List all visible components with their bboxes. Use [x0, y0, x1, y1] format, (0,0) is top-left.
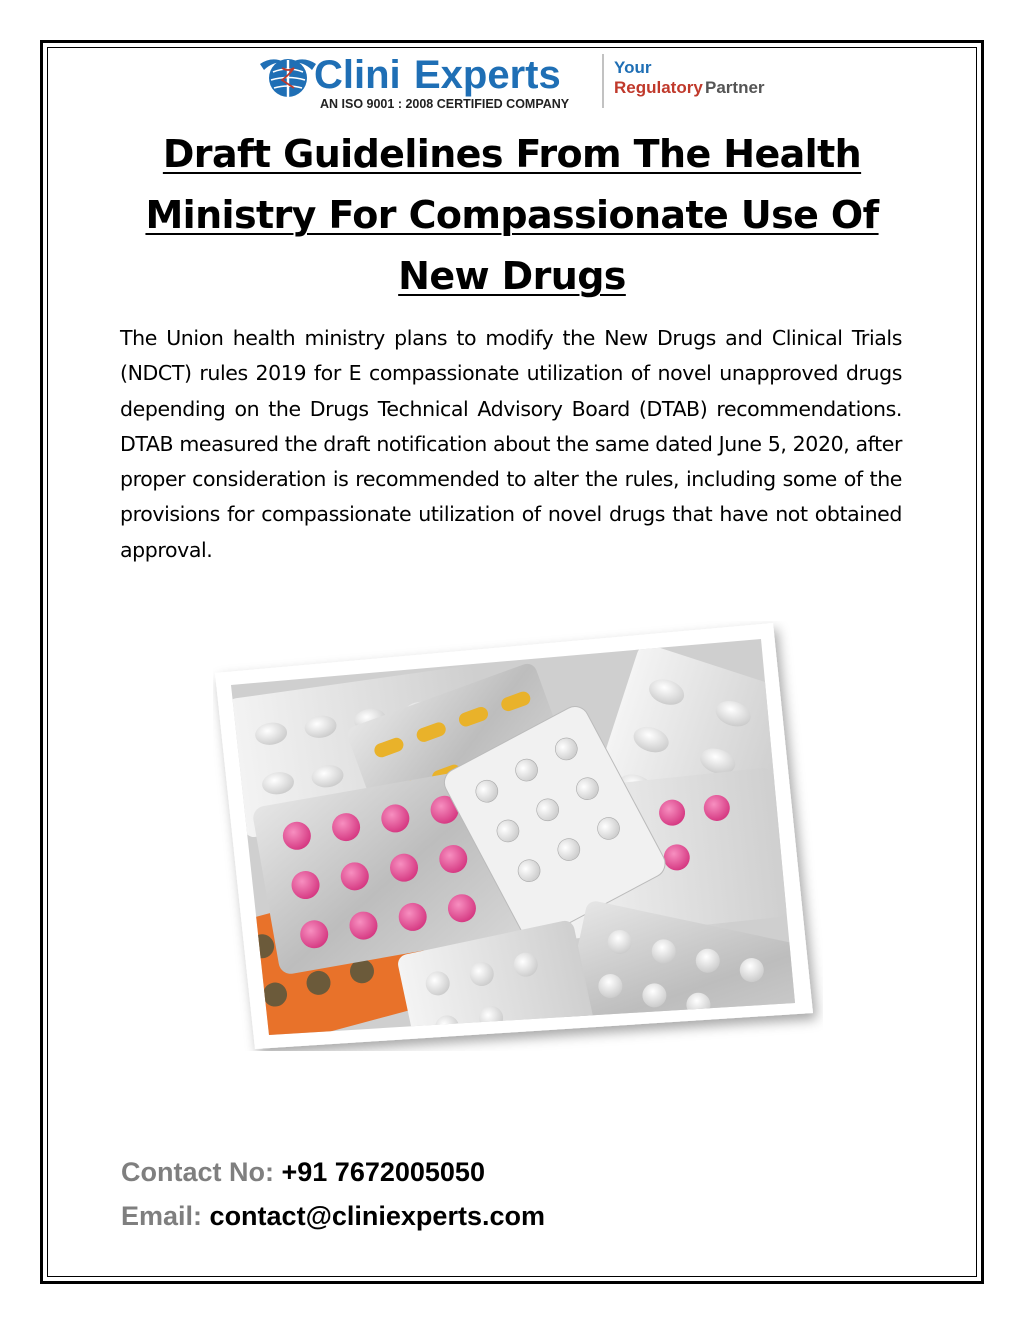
title-line-3: New Drugs: [398, 254, 626, 298]
title-line-1: Draft Guidelines From The Health: [162, 132, 862, 176]
logo-brand-experts: Experts: [414, 53, 561, 97]
logo-brand-clini: Clini: [314, 53, 401, 97]
caduceus-globe-icon: [260, 59, 316, 100]
pills-photo: [213, 621, 823, 1051]
title-line-2: Ministry For Compassionate Use Of: [145, 193, 879, 237]
page-title: [120, 124, 904, 307]
logo-tagline-partner: Partner: [705, 78, 765, 97]
contact-phone: [121, 1152, 485, 1192]
article-body: The Union health ministry plans to modify the New Drugs and Clinical Trials (NDCT) rules 2019 for E compassionate utilization of novel unapproved drugs depending on the Drugs Technical Advisory Board (DTAB) recommendations. DTAB measured the draft notification about the same dated June 5, 2020, after proper consideration is recommended to alter the rules, including some of the provisions for compassionate utilization of novel drugs that have not obtained approval.: [120, 326, 902, 562]
logo-certification: AN ISO 9001 : 2008 CERTIFIED COMPANY: [320, 97, 570, 111]
email-label: Email:: [121, 1201, 203, 1231]
company-logo: [258, 48, 778, 114]
logo-tagline-your: Your: [614, 58, 652, 77]
contact-email: [121, 1196, 545, 1236]
phone-number[interactable]: +91 7672005050: [281, 1157, 485, 1187]
phone-label: Contact No:: [121, 1157, 274, 1187]
email-address[interactable]: contact@cliniexperts.com: [209, 1201, 545, 1231]
logo-tagline-regulatory: Regulatory: [614, 78, 703, 97]
